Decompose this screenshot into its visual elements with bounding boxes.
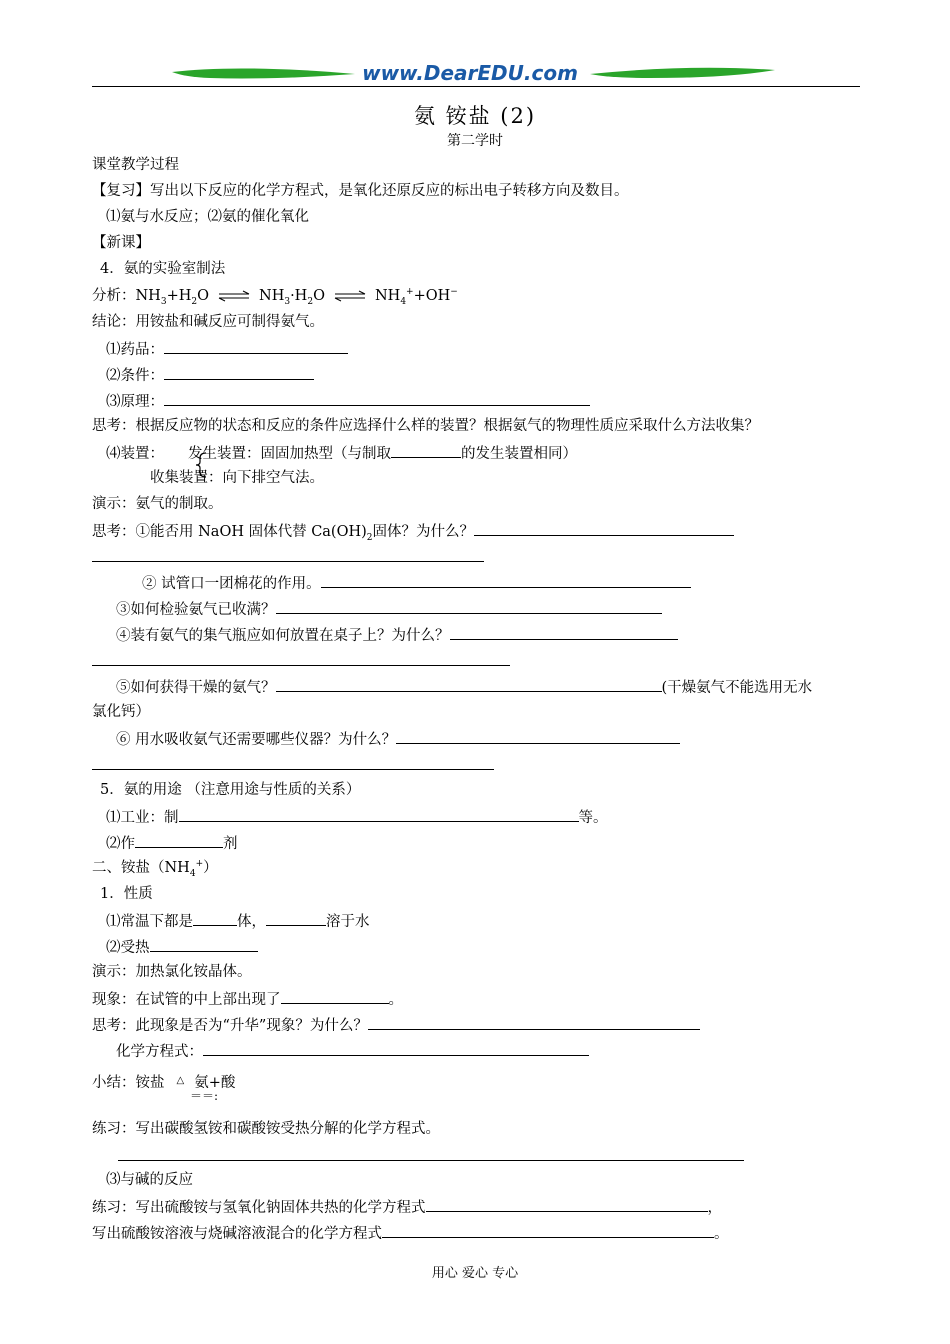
conditions-blank[interactable] <box>164 364 314 380</box>
topic-heading-properties: 1．性质 <box>100 886 153 902</box>
exercise-solid-naoh: 练习：写出硫酸铵与氢氧化钠固体共热的化学方程式 ， <box>92 1196 722 1218</box>
think-q1: 思考：①能否用 NaOH 固体代替 $Ca(OH)_2$固体？为什么？ <box>92 520 734 542</box>
property-state: ⑴常温下都是 体， 溶于水 <box>106 910 370 932</box>
same-apparatus-blank[interactable] <box>391 442 461 458</box>
topic-heading-lab-prep: 4．氨的实验室制法 <box>100 261 226 277</box>
answer-line-decomposition <box>118 1145 744 1167</box>
answer-blank-q2[interactable] <box>321 572 691 588</box>
think-q5-cont: 氯化钙） <box>92 704 150 720</box>
exercise-solution-mix: 写出硫酸铵溶液与烧碱溶液混合的化学方程式 。 <box>92 1222 729 1244</box>
think-q2: ② 试管口一团棉花的作用。 <box>142 572 691 594</box>
solid-naoh-blank[interactable] <box>426 1196 708 1212</box>
think-q6: ⑥ 用水吸收氨气还需要哪些仪器？为什么？ <box>116 728 680 750</box>
demo-heating-nh4cl: 演示：加热氯化铵晶体。 <box>92 964 252 980</box>
summary-equals-sign: ＝＝: <box>190 1089 219 1103</box>
analysis-equation: 分析：$NH_3+H_2O$ $NH_3\cdot H_2O$ $NH_4^++OH^-$ <box>92 287 458 307</box>
answer-line-q1-cont <box>92 546 484 568</box>
answer-blank-q1-cont[interactable] <box>92 546 484 562</box>
answer-blank-q5[interactable] <box>276 676 662 692</box>
industry-blank[interactable] <box>179 806 579 822</box>
heating-blank[interactable] <box>150 936 258 952</box>
answer-blank-q3[interactable] <box>276 598 662 614</box>
banner-left-swoosh <box>172 68 355 78</box>
collection-method: 收集装置：向下排空气法。 <box>150 470 324 486</box>
answer-line-q6-cont <box>92 754 494 776</box>
demo-ammonia-prep: 演示：氨气的制取。 <box>92 496 223 512</box>
reagents-line: ⑴药品： <box>106 338 348 360</box>
site-name: www.DearEDU.com <box>362 61 578 85</box>
equation-blank[interactable] <box>203 1040 589 1056</box>
think-q5: ⑤如何获得干燥的氨气？ (干燥氨气不能选用无水 <box>116 676 812 698</box>
decomposition-blank[interactable] <box>118 1145 744 1161</box>
answer-blank-q4-cont[interactable] <box>92 650 510 666</box>
apparatus-line: ⑷装置： 发生装置：固固加热型（与制取 的发生装置相同） <box>106 442 577 464</box>
phenomenon-blank[interactable] <box>281 988 389 1004</box>
equilibrium-arrow-icon <box>333 290 367 302</box>
solution-mix-blank[interactable] <box>382 1222 714 1238</box>
topic-heading-uses: 5．氨的用途 （注意用途与性质的关系） <box>100 782 361 798</box>
review-instruction: 【复习】写出以下反应的化学方程式，是氧化还原反应的标出电子转移方向及数目。 <box>92 183 629 199</box>
uses-industry: ⑴工业：制 等。 <box>106 806 608 828</box>
think-q4: ④装有氨气的集气瓶应如何放置在桌子上？为什么？ <box>116 624 678 646</box>
site-banner-logo <box>170 58 780 88</box>
reaction-with-base-heading: ⑶与碱的反应 <box>106 1172 193 1188</box>
think-q3: ③如何检验氨气已收满？ <box>116 598 662 620</box>
page-subtitle: 第二学时 <box>447 133 503 149</box>
new-lesson-heading: 【新课】 <box>92 235 150 251</box>
banner-right-swoosh <box>590 68 775 78</box>
section-heading-ammonium-salts: 二、铵盐$(NH_4^+)$ <box>92 859 218 879</box>
state-blank[interactable] <box>193 910 237 926</box>
page-footer: 用心 爱心 专心 <box>431 1266 519 1281</box>
answer-line-q4-cont <box>92 650 510 672</box>
conditions-line: ⑵条件： <box>106 364 314 386</box>
conclusion: 结论：用铵盐和碱反应可制得氨气。 <box>92 314 324 330</box>
answer-blank-q6-cont[interactable] <box>92 754 494 770</box>
principle-blank[interactable] <box>164 390 590 406</box>
phenomenon: 现象：在试管的中上部出现了 。 <box>92 988 403 1010</box>
equilibrium-arrow-icon <box>217 290 251 302</box>
page-title: 氨 铵盐 (2) <box>413 104 537 128</box>
review-items: ⑴氨与水反应；⑵氨的催化氧化 <box>106 209 309 225</box>
exercise-decomposition: 练习：写出碳酸氢铵和碳酸铵受热分解的化学方程式。 <box>92 1121 440 1137</box>
think-sublimation: 思考：此现象是否为“升华”现象？为什么？ <box>92 1014 700 1036</box>
answer-blank-q6[interactable] <box>396 728 680 744</box>
solubility-blank[interactable] <box>266 910 326 926</box>
heat-triangle-icon: △ <box>176 1075 185 1086</box>
summary: 小结：铵盐 △ 氨+酸 <box>92 1071 235 1093</box>
uses-agent: ⑵作 剂 <box>106 832 238 854</box>
section-heading: 课堂教学过程 <box>92 157 179 173</box>
answer-blank-q4[interactable] <box>450 624 678 640</box>
answer-blank-q1[interactable] <box>474 520 734 536</box>
property-heating: ⑵受热 <box>106 936 258 958</box>
think-apparatus: 思考：根据反应物的状态和反应的条件应选择什么样的装置？根据氨气的物理性质应采取什么方法收集？ <box>92 418 759 434</box>
sublimation-blank[interactable] <box>368 1014 700 1030</box>
principle-line: ⑶原理： <box>106 390 590 412</box>
reagents-blank[interactable] <box>164 338 348 354</box>
agent-blank[interactable] <box>135 832 223 848</box>
chemical-equation-line: 化学方程式： <box>116 1040 589 1062</box>
header-rule <box>92 86 860 87</box>
